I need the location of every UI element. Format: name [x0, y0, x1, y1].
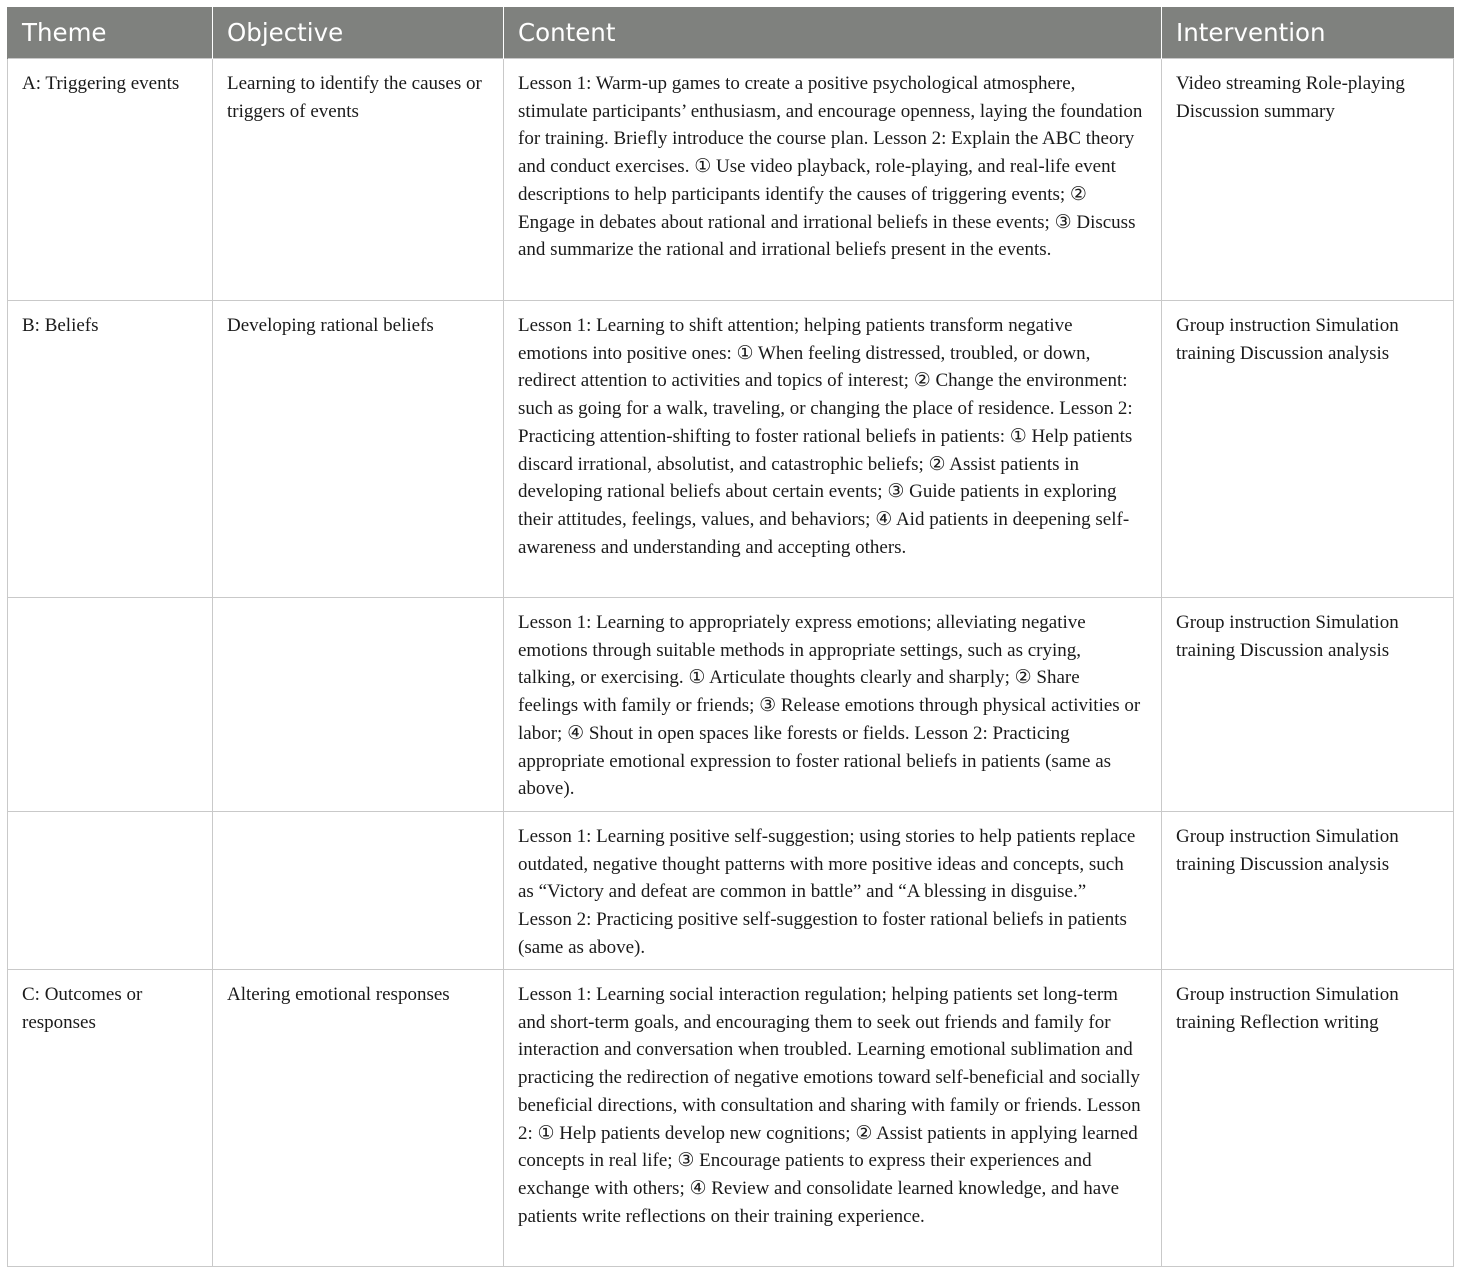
objective-cell: Altering emotional responses: [213, 970, 504, 1267]
theme-cell: A: Triggering events: [8, 59, 213, 301]
content-cell: Lesson 1: Warm-up games to create a positive psychological atmosphere, stimulate participants’ enthusiasm, and encourage openness, laying the foundation for training. Briefly introduce the course plan. Lesson 2: Explain the ABC theory and conduct exercises. ① Use video playback, role-playing, and real-life event descriptions to help participants identify the causes of triggering events; ② Engage in debates about rational and irrational beliefs in these events; ③ Discuss and summarize the rational and irrational beliefs present in the events.: [504, 59, 1162, 301]
content-cell: Lesson 1: Learning to shift attention; helping patients transform negative emotions into positive ones: ① When feeling distressed, troubled, or down, redirect attention to activities and topics of interest; ② Change the environment: such as going for a walk, traveling, or changing the place of residence. Lesson 2: Practicing attention-shifting to foster rational beliefs in patients: ① Help patients discard irrational, absolutist, and catastrophic beliefs; ② Assist patients in developing rational beliefs about certain events; ③ Guide patients in exploring their attitudes, feelings, values, and behaviors; ④ Aid patients in deepening self-awareness and understanding and accepting others.: [504, 301, 1162, 598]
theme-cell: [8, 812, 213, 970]
objective-cell: [213, 598, 504, 812]
content-cell: Lesson 1: Learning to appropriately express emotions; alleviating negative emotions through suitable methods in appropriate settings, such as crying, talking, or exercising. ① Articulate thoughts clearly and sharply; ② Share feelings with family or friends; ③ Release emotions through physical activities or labor; ④ Shout in open spaces like forests or fields. Lesson 2: Practicing appropriate emotional expression to foster rational beliefs in patients (same as above).: [504, 598, 1162, 812]
table-row: [8, 301, 1454, 598]
header-intervention: Intervention: [1162, 7, 1454, 59]
intervention-cell: Group instruction Simulation training Discussion analysis: [1162, 812, 1454, 970]
table-row: [8, 812, 1454, 970]
objective-cell: Developing rational beliefs: [213, 301, 504, 598]
header-content: Content: [504, 7, 1162, 59]
table-row: [8, 970, 1454, 1267]
intervention-table: [7, 7, 1454, 1267]
theme-cell: C: Outcomes or responses: [8, 970, 213, 1267]
intervention-cell: Group instruction Simulation training Discussion analysis: [1162, 598, 1454, 812]
intervention-cell: Group instruction Simulation training Discussion analysis: [1162, 301, 1454, 598]
table-row: [8, 59, 1454, 301]
header-theme: Theme: [8, 7, 213, 59]
objective-cell: [213, 812, 504, 970]
theme-cell: [8, 598, 213, 812]
theme-cell: B: Beliefs: [8, 301, 213, 598]
content-cell: Lesson 1: Learning positive self-suggestion; using stories to help patients replace outdated, negative thought patterns with more positive ideas and concepts, such as “Victory and defeat are common in battle” and “A blessing in disguise.” Lesson 2: Practicing positive self-suggestion to foster rational beliefs in patients (same as above).: [504, 812, 1162, 970]
header-row: [8, 7, 1454, 59]
intervention-cell: Video streaming Role-playing Discussion summary: [1162, 59, 1454, 301]
header-objective: Objective: [213, 7, 504, 59]
objective-cell: Learning to identify the causes or triggers of events: [213, 59, 504, 301]
intervention-cell: Group instruction Simulation training Reflection writing: [1162, 970, 1454, 1267]
table-row: [8, 598, 1454, 812]
content-cell: Lesson 1: Learning social interaction regulation; helping patients set long-term and short-term goals, and encouraging them to seek out friends and family for interaction and conversation when troubled. Learning emotional sublimation and practicing the redirection of negative emotions toward self-beneficial and socially beneficial directions, with consultation and sharing with family or friends. Lesson 2: ① Help patients develop new cognitions; ② Assist patients in applying learned concepts in real life; ③ Encourage patients to express their experiences and exchange with others; ④ Review and consolidate learned knowledge, and have patients write reflections on their training experience.: [504, 970, 1162, 1267]
